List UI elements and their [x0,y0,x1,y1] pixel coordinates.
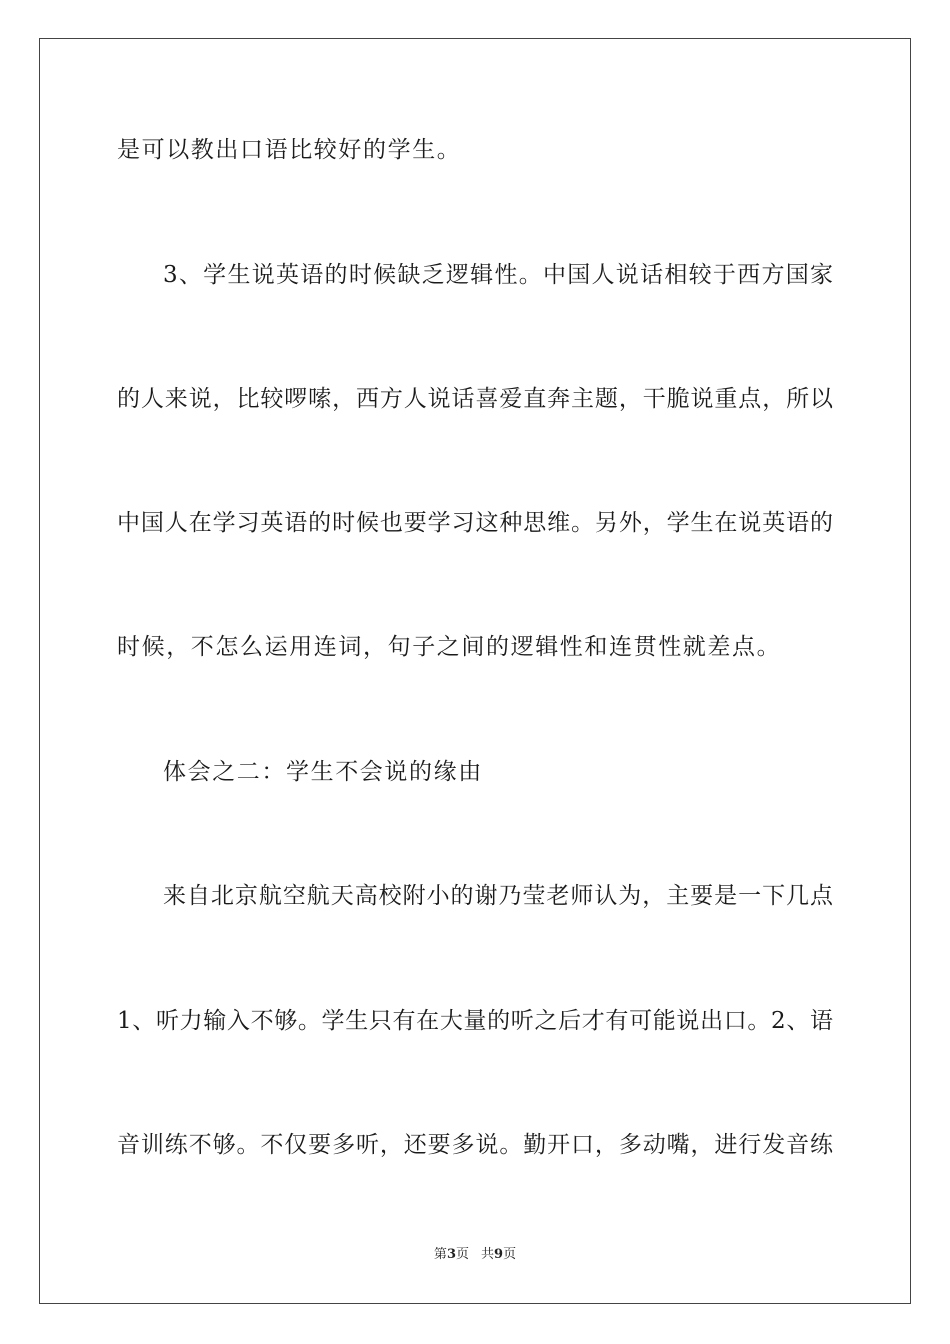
paragraph-line-1: 是可以教出口语比较好的学生。 [117,137,462,163]
footer-page-prefix: 第 [433,1247,447,1262]
section-heading: 体会之二：学生不会说的缘由 [163,759,483,785]
footer-total-suffix: 页 [503,1247,517,1262]
paragraph-line-4: 中国人在学习英语的时候也要学习这种思维。另外，学生在说英语的 [117,510,833,536]
page-border [39,38,911,1304]
footer-total-prefix: 共 [481,1247,495,1262]
page-footer [0,1246,950,1264]
paragraph-line-7: 1、听力输入不够。学生只有在大量的听之后才有可能说出口。2、语 [117,1008,833,1034]
paragraph-line-6: 来自北京航空航天高校附小的谢乃莹老师认为，主要是一下几点 [163,883,833,909]
footer-page-number: 3 [446,1247,456,1262]
paragraph-line-5: 时候，不怎么运用连词，句子之间的逻辑性和连贯性就差点。 [117,634,782,660]
paragraph-line-3: 的人来说，比较啰嗦，西方人说话喜爱直奔主题，干脆说重点，所以 [117,386,833,412]
paragraph-line-8: 音训练不够。不仅要多听，还要多说。勤开口，多动嘴，进行发音练 [117,1132,833,1158]
paragraph-line-2: 3、学生说英语的时候缺乏逻辑性。中国人说话相较于西方国家 [163,262,833,288]
footer-page-suffix: 页 [455,1247,469,1262]
footer-total-number: 9 [494,1247,504,1262]
